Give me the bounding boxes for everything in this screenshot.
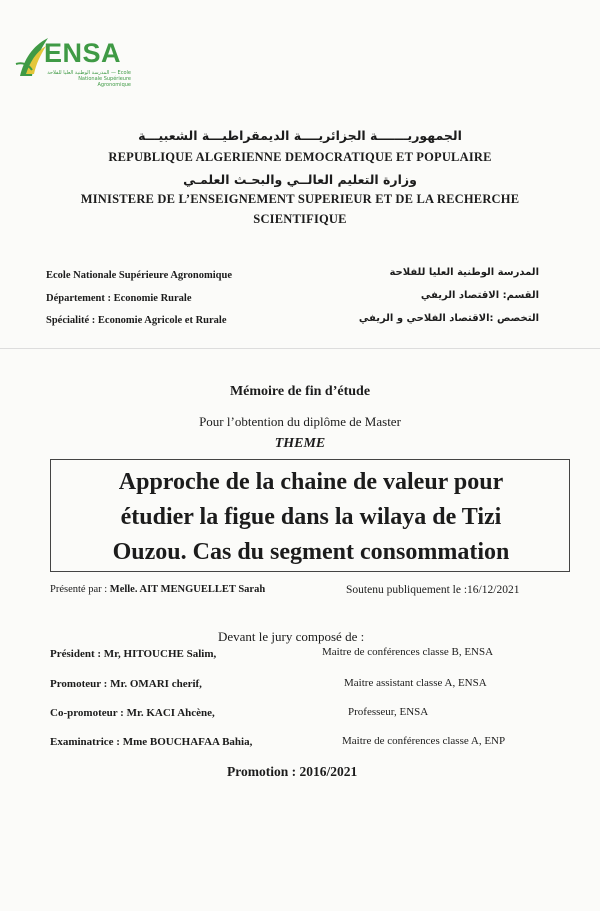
jury-row-promoteur — [50, 678, 202, 690]
student-name: Melle. AIT MENGUELLET Sarah — [109, 584, 266, 595]
jury-title: Professeur, ENSA — [348, 706, 429, 718]
theme-title-line2: étudier la figue dans la wilaya de Tizi — [120, 504, 502, 530]
jury-role: Examinatrice : — [50, 736, 120, 748]
jury-name: Mme BOUCHAFAA Bahia, — [122, 736, 253, 748]
theme-box — [50, 459, 570, 572]
memoir-purpose: Pour l’obtention du diplôme de Master — [199, 414, 401, 429]
republic-arabic: الجمهوريـــــــة الجزائريــــة الديمقراطيـــة الشعبيـــة — [138, 128, 462, 143]
jury-row-copromoteur — [50, 707, 215, 719]
theme-title — [51, 460, 571, 570]
jury-name: Mr, HITOUCHE Salim, — [103, 648, 217, 660]
ministry-french-line2: SCIENTIFIQUE — [253, 212, 347, 226]
jury-role: Président : — [50, 648, 102, 660]
page-fold-divider — [0, 348, 600, 349]
logo-name: ENSA — [44, 38, 122, 68]
jury-name: Mr. KACI Ahcène, — [126, 707, 215, 719]
ensa-logo — [14, 30, 130, 88]
presented-by-label: Présenté par : — [50, 584, 108, 595]
department-french: Département : Economie Rurale — [46, 293, 192, 304]
jury-row-president — [50, 648, 216, 660]
jury-heading: Devant le jury composé de : — [218, 629, 365, 644]
theme-label: THEME — [274, 436, 326, 451]
memoir-type: Mémoire de fin d’étude — [229, 384, 371, 399]
defense-date: Soutenu publiquement le :16/12/2021 — [346, 584, 520, 596]
jury-title: Maitre assistant classe A, ENSA — [344, 677, 487, 689]
department-arabic: القسم: الاقتصاد الريفي — [420, 290, 539, 301]
specialty-arabic: التخصص :الاقتصاد الفلاحي و الريفي — [358, 313, 539, 324]
ministry-french-line1: MINISTERE DE L’ENSEIGNEMENT SUPERIEUR ET DE LA RECHERCHE — [80, 192, 520, 206]
jury-row-examinatrice — [50, 736, 252, 748]
specialty-french: Spécialité : Economie Agricole et Rurale — [46, 315, 227, 326]
jury-name: Mr. OMARI cherif, — [110, 678, 202, 690]
logo-subtitle: المدرسة الوطنية العليا للفلاحة — Ecole Nationale Supérieure Agronomique — [47, 70, 131, 88]
jury-title: Maitre de conférences classe A, ENP — [342, 735, 506, 747]
school-arabic: المدرسة الوطنية العليا للفلاحة — [389, 267, 539, 278]
promotion: Promotion : 2016/2021 — [227, 764, 358, 779]
presented-by — [50, 584, 265, 595]
school-french: Ecole Nationale Supérieure Agronomique — [46, 270, 232, 281]
jury-role: Promoteur : — [50, 678, 108, 690]
republic-french: REPUBLIQUE ALGERIENNE DEMOCRATIQUE ET POPULAIRE — [108, 150, 492, 164]
ministry-arabic: وزارة التعليم العالــي والبحـث العلمـي — [183, 172, 417, 187]
jury-title: Maitre de conférences classe B, ENSA — [322, 646, 494, 658]
jury-role: Co-promoteur : — [50, 707, 124, 719]
theme-title-line3: Ouzou. Cas du segment consommation — [112, 539, 510, 565]
theme-title-line1: Approche de la chaine de valeur pour — [118, 469, 504, 495]
